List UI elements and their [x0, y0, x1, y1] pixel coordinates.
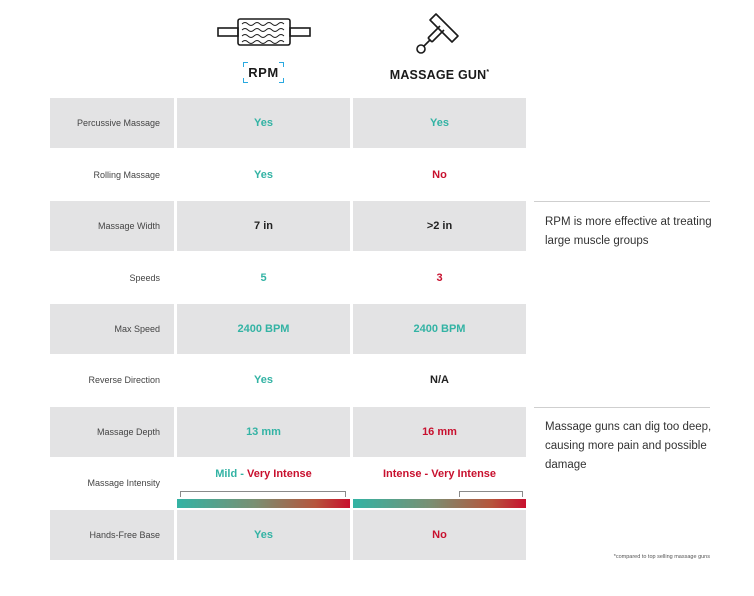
depth-note: Massage guns can dig too deep, causing more pain and possible damage [545, 421, 712, 471]
rpm-label: RPM [248, 65, 279, 80]
massage-gun-intensity-range [459, 491, 523, 497]
table-row [50, 355, 526, 405]
rpm-value: Yes [254, 374, 273, 386]
rpm-value: 13 mm [177, 407, 350, 457]
row-label: Speeds [129, 273, 160, 283]
rpm-value: 7 in [177, 201, 350, 251]
rpm-value: 5 [260, 272, 267, 284]
rpm-logo [243, 62, 283, 83]
rpm-column-header [177, 10, 350, 90]
row-label: Percussive Massage [50, 98, 174, 148]
table-row [50, 253, 526, 303]
rpm-value: Yes [254, 169, 273, 181]
row-label: Massage Depth [50, 407, 174, 457]
massage-gun-value: N/A [430, 374, 449, 386]
note-divider [534, 201, 710, 202]
massage-gun-value: No [353, 510, 526, 560]
rpm-intensity-bar [177, 499, 350, 508]
rpm-value: Yes [177, 98, 350, 148]
massage-gun-icon [410, 10, 470, 56]
massage-gun-value: Intense - Very Intense [382, 468, 497, 480]
row-label: Massage Intensity [87, 478, 160, 488]
row-label: Rolling Massage [93, 170, 160, 180]
rpm-intensity-high: Very Intense [246, 468, 312, 480]
massage-gun-value: 16 mm [353, 407, 526, 457]
foam-roller-icon [212, 10, 316, 54]
row-label: Massage Width [50, 201, 174, 251]
massage-gun-label: MASSAGE GUN* [389, 68, 490, 82]
massage-gun-value: 3 [436, 272, 443, 284]
table-row [50, 458, 526, 508]
table-row [50, 98, 526, 148]
table-row [50, 510, 526, 560]
massage-gun-value: Yes [353, 98, 526, 148]
width-note: RPM is more effective at treating large muscle groups [545, 216, 712, 247]
massage-gun-value: No [432, 169, 447, 181]
table-row [50, 201, 526, 251]
row-label: Reverse Direction [88, 375, 160, 385]
table-row [50, 304, 526, 354]
massage-gun-intensity-bar [353, 499, 526, 508]
table-row [50, 407, 526, 457]
massage-gun-column-header [353, 10, 526, 90]
footnote: *compared to top selling massage guns [613, 554, 710, 560]
rpm-intensity-range [180, 491, 346, 497]
rpm-intensity-low: Mild - [215, 468, 247, 480]
note-divider [534, 407, 710, 408]
intensity-gradient [177, 499, 350, 508]
row-label: Max Speed [50, 304, 174, 354]
massage-gun-value: >2 in [353, 201, 526, 251]
rpm-value: Yes [177, 510, 350, 560]
intensity-gradient [353, 499, 526, 508]
rpm-value: 2400 BPM [177, 304, 350, 354]
massage-gun-value: 2400 BPM [353, 304, 526, 354]
table-row [50, 150, 526, 200]
row-label: Hands-Free Base [50, 510, 174, 560]
